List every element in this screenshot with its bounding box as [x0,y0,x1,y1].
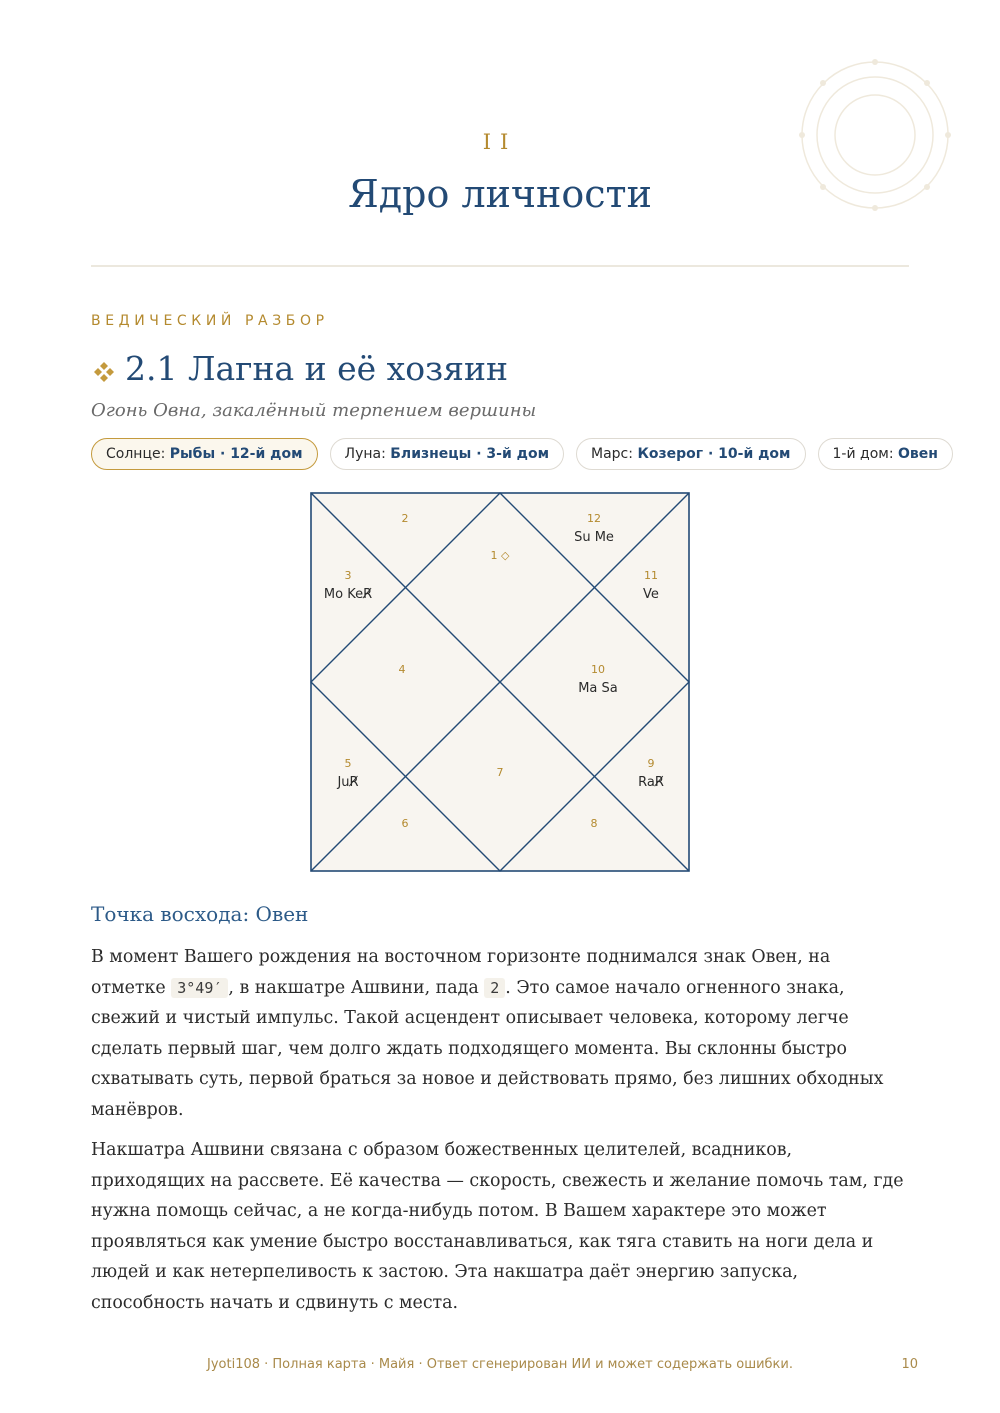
divider [91,265,909,267]
chapter-number: II [482,130,518,154]
house-number-7: 7 [496,766,504,779]
pada-value: 2 [484,978,505,998]
house-number-3: 3 [344,569,352,582]
house-number-8: 8 [590,817,598,830]
house-number-2: 2 [401,512,409,525]
house-planets-10: Ma Sa [578,681,618,696]
paragraph-ascendant [91,942,909,1126]
chip-first-house[interactable] [818,438,953,470]
house-planets-12: Su Me [574,530,614,545]
chip-sun[interactable] [91,438,318,470]
chip-value: Овен [897,446,938,462]
chip-label: Солнце: [106,446,166,462]
house-number-1: 1 ◇ [490,549,510,562]
house-number-12: 12 [587,512,601,525]
section-eyebrow: ВЕДИЧЕСКИЙ РАЗБОР [91,313,329,329]
chapter-title: Ядро личности [348,172,652,216]
kundli-chart [310,492,690,872]
house-number-4: 4 [398,663,406,676]
section-title-text: 2.1 Лагна и её хозяин [125,348,508,388]
house-number-10: 10 [591,663,605,676]
house-planets-11: Ve [643,587,659,602]
paragraph-text: В момент Вашего рождения на восточном горизонте поднимался знак Овен, на отметке [91,947,831,998]
page-number: 10 [901,1357,918,1372]
chip-value: Близнецы · 3-й дом [390,446,550,462]
house-number-9: 9 [647,757,655,770]
house-planets-5: JuR̸ [337,775,359,790]
chip-label: Марс: [591,446,633,462]
footer-text: Jyoti108 · Полная карта · Майя · Ответ сгенерирован ИИ и может содержать ошибки. [207,1357,793,1372]
chip-label: Луна: [344,446,386,462]
paragraph-nakshatra: Накшатра Ашвини связана с образом божественных целителей, всадников, приходящих на рассвете. Её качества — скорость, свежесть и желание помочь там, где нужна помощь сейчас, а не когда-нибудь потом. В Вашем характере это может проявляться как умение быстро восстанавливаться, как тяга ставить на ноги дела и людей и как нетерпеливость к застою. Эта накшатра даёт энергию запуска, способность начать и сдвинуть с места. [91,1140,904,1313]
house-planets-3: Mo KeR̸ [323,587,373,602]
paragraph-text: . Это самое начало огненного знака, свежий и чистый импульс. Такой асцендент описывает человека, которому легче сделать первый шаг, чем долго ждать подходящего момента. Вы склонны быстро схватывать суть, первой браться за новое и действовать прямо, без лишних обходных манёвров. [91,977,884,1120]
house-number-6: 6 [401,817,409,830]
chip-label: 1-й дом: [832,446,894,462]
planet-chips [91,438,953,470]
section-subtitle: Огонь Овна, закалённый терпением вершины [91,400,537,421]
section-title [91,343,508,393]
diamond-cluster-icon [91,359,117,385]
house-number-11: 11 [644,569,658,582]
chip-value: Козерог · 10-й дом [637,446,791,462]
degree-value: 3°49′ [171,978,228,998]
house-number-5: 5 [344,757,352,770]
paragraph-text: , в накшатре Ашвини, пада [228,977,485,998]
chip-moon[interactable] [330,438,564,470]
chip-mars[interactable] [576,438,805,470]
house-planets-9: RaR̸ [638,775,664,790]
chip-value: Рыбы · 12-й дом [169,446,303,462]
content-heading: Точка восхода: Овен [91,902,309,926]
